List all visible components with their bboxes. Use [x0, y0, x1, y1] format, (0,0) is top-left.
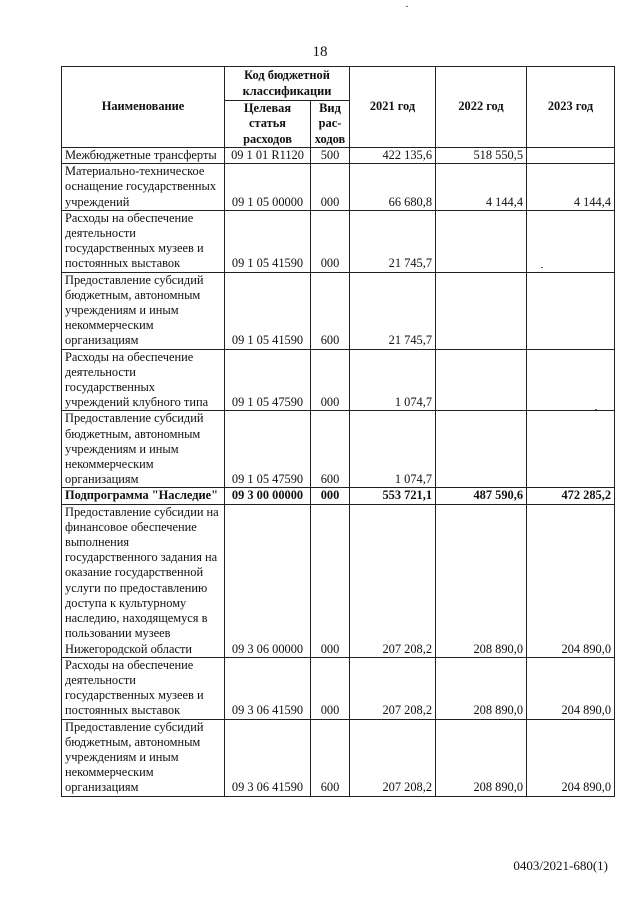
- cell-2021: 422 135,6: [350, 148, 436, 164]
- cell-2022: 208 890,0: [436, 504, 527, 657]
- header-expense-kind: Вид рас-ходов: [311, 101, 350, 148]
- cell-name: Предоставление субсидий бюджетным, автономным учреждениям и иным некоммерческим организациям: [62, 411, 225, 488]
- scan-speck: [406, 6, 408, 7]
- cell-2022: [436, 210, 527, 272]
- cell-2023: 204 890,0: [527, 719, 615, 796]
- cell-2021: 207 208,2: [350, 504, 436, 657]
- cell-expense-kind: 600: [311, 719, 350, 796]
- cell-2022: 4 144,4: [436, 164, 527, 211]
- cell-2021: 207 208,2: [350, 657, 436, 719]
- cell-target-article: 09 3 06 00000: [225, 504, 311, 657]
- cell-target-article: 09 1 05 47590: [225, 411, 311, 488]
- cell-2023: [527, 272, 615, 349]
- cell-expense-kind: 000: [311, 488, 350, 504]
- cell-2022: 487 590,6: [436, 488, 527, 504]
- cell-2023: [527, 210, 615, 272]
- cell-name: Подпрограмма "Наследие": [62, 488, 225, 504]
- scan-speck: [541, 267, 543, 268]
- cell-2023: [527, 148, 615, 164]
- cell-2022: 518 550,5: [436, 148, 527, 164]
- table-row: [62, 411, 615, 488]
- cell-target-article: 09 1 05 00000: [225, 164, 311, 211]
- scan-speck: [595, 409, 597, 410]
- table-row: [62, 210, 615, 272]
- cell-2021: 66 680,8: [350, 164, 436, 211]
- header-2023: 2023 год: [527, 67, 615, 148]
- cell-target-article: 09 1 05 41590: [225, 272, 311, 349]
- cell-name: Предоставление субсидии на финансовое обеспечение выполнения государственного задания на оказание государственной услуги по предоставлению доступа к культурному наследию, находящемуся в пользовании музеев Нижегородской области: [62, 504, 225, 657]
- cell-2023: 204 890,0: [527, 504, 615, 657]
- cell-target-article: 09 1 05 41590: [225, 210, 311, 272]
- cell-2022: 208 890,0: [436, 657, 527, 719]
- cell-name: Расходы на обеспечение деятельности государственных музеев и постоянных выставок: [62, 210, 225, 272]
- cell-2023: [527, 411, 615, 488]
- table-body: [62, 148, 615, 797]
- table-row: [62, 488, 615, 504]
- page-number: 18: [312, 44, 328, 60]
- cell-name: Предоставление субсидий бюджетным, автономным учреждениям и иным некоммерческим организациям: [62, 719, 225, 796]
- cell-2022: [436, 272, 527, 349]
- table-row: [62, 148, 615, 164]
- cell-target-article: 09 1 05 47590: [225, 349, 311, 411]
- header-target-article: Целевая статья расходов: [225, 101, 311, 148]
- cell-2021: 1 074,7: [350, 349, 436, 411]
- cell-2021: 21 745,7: [350, 272, 436, 349]
- table-row: [62, 657, 615, 719]
- cell-target-article: 09 1 01 R1120: [225, 148, 311, 164]
- table-row: [62, 164, 615, 211]
- document-code: 0403/2021-680(1): [513, 858, 608, 873]
- cell-expense-kind: 500: [311, 148, 350, 164]
- table-row: [62, 349, 615, 411]
- cell-expense-kind: 600: [311, 272, 350, 349]
- cell-expense-kind: 000: [311, 657, 350, 719]
- cell-2022: 208 890,0: [436, 719, 527, 796]
- cell-expense-kind: 000: [311, 349, 350, 411]
- header-name: Наименование: [62, 67, 225, 148]
- cell-2021: 207 208,2: [350, 719, 436, 796]
- cell-name: Расходы на обеспечение деятельности государственных учреждений клубного типа: [62, 349, 225, 411]
- cell-2021: 553 721,1: [350, 488, 436, 504]
- cell-2022: [436, 349, 527, 411]
- cell-name: Предоставление субсидий бюджетным, автономным учреждениям и иным некоммерческим организациям: [62, 272, 225, 349]
- cell-expense-kind: 600: [311, 411, 350, 488]
- header-2021: 2021 год: [350, 67, 436, 148]
- cell-2023: 204 890,0: [527, 657, 615, 719]
- cell-target-article: 09 3 00 00000: [225, 488, 311, 504]
- cell-name: Материально-техническое оснащение государственных учреждений: [62, 164, 225, 211]
- table-row: [62, 272, 615, 349]
- cell-target-article: 09 3 06 41590: [225, 719, 311, 796]
- cell-2022: [436, 411, 527, 488]
- cell-expense-kind: 000: [311, 504, 350, 657]
- cell-2023: [527, 349, 615, 411]
- cell-name: Расходы на обеспечение деятельности государственных музеев и постоянных выставок: [62, 657, 225, 719]
- header-budget-classification: Код бюджетной классификации: [225, 67, 350, 101]
- cell-2021: 1 074,7: [350, 411, 436, 488]
- cell-2021: 21 745,7: [350, 210, 436, 272]
- table-row: [62, 719, 615, 796]
- table-row: [62, 504, 615, 657]
- cell-2023: 4 144,4: [527, 164, 615, 211]
- header-2022: 2022 год: [436, 67, 527, 148]
- cell-target-article: 09 3 06 41590: [225, 657, 311, 719]
- budget-table: [61, 66, 615, 797]
- cell-expense-kind: 000: [311, 164, 350, 211]
- cell-2023: 472 285,2: [527, 488, 615, 504]
- cell-name: Межбюджетные трансферты: [62, 148, 225, 164]
- cell-expense-kind: 000: [311, 210, 350, 272]
